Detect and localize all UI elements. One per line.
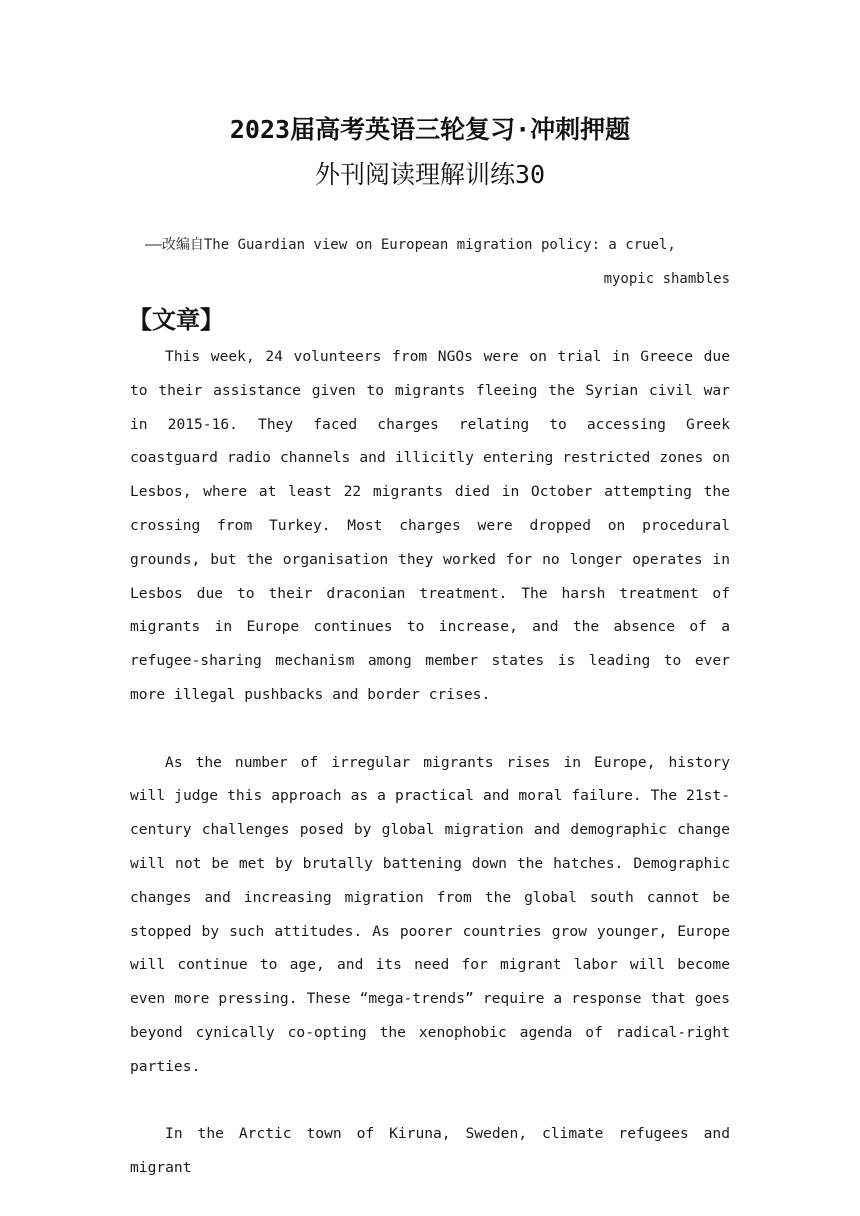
paragraph: As the number of irregular migrants rises in Europe, history will judge this approach as a practical and moral failure. The 21st-century challenges posed by global migration and demographic change will not be met by brutally battening down the hatches. Demographic changes and increasing migration from the global south cannot be stopped by such attitudes. As poorer countries grow younger, Europe will continue to age, and its need for migrant labor will become even more pressing. These “mega-trends” require a response that goes beyond cynically co-opting the xenophobic agenda of radical-right parties. [130,753,730,1075]
paragraph: In the Arctic town of Kiruna, Sweden, climate refugees and migrant [130,1125,730,1177]
paragraph: This week, 24 volunteers from NGOs were on trial in Greece due to their assistance given to migrants fleeing the Syrian civil war in 2015-16. They faced charges relating to accessing Greek coastguard radio channels and illicitly entering restricted zones on Lesbos, where at least 22 migrants died in October attempting the crossing from Turkey. Most charges were dropped on procedural grounds, but the organisation they worked for no longer operates in Lesbos due to their draconian treatment. The harsh treatment of migrants in Europe continues to increase, and the absence of a refugee-sharing mechanism among member states is leading to ever more illegal pushbacks and border crises. [130,348,730,703]
source-line-2: myopic shambles [603,271,730,287]
document-subtitle: 外刊阅读理解训练30 [314,160,546,189]
article-body [130,340,730,1185]
section-heading: 【文章】 [128,306,224,334]
document-title: 2023届高考英语三轮复习·冲刺押题 [229,115,631,144]
source-attribution [130,228,730,296]
source-line-1: ——改编自The Guardian view on European migration policy: a cruel, [145,237,676,253]
